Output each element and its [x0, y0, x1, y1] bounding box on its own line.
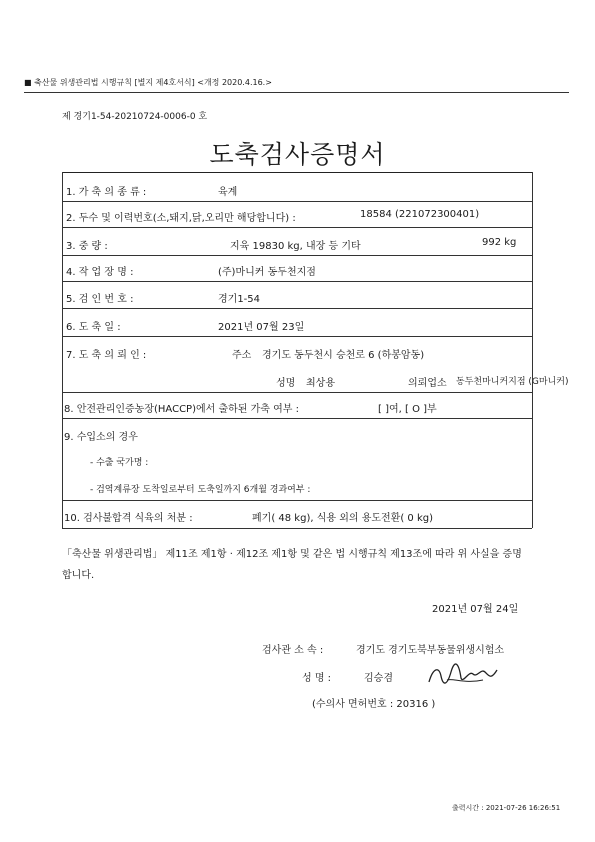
item-8-value: [ ]여, [ O ]부: [378, 404, 437, 415]
item-3-label: 3. 중 량 :: [66, 241, 108, 252]
inspector-affiliation-label: 검사관 소 속 :: [262, 645, 324, 656]
form-header-note: ■ 축산물 위생관리법 시행규칙 [별지 제4호서식] <개정 2020.4.16.>: [24, 78, 272, 87]
item-7-entrust-label: 의뢰업소: [408, 378, 447, 389]
item-7-name: 최상용: [306, 378, 335, 389]
document-title: 도축검사증명서: [209, 140, 386, 169]
item-4-label: 4. 작 업 장 명 :: [66, 267, 134, 278]
item-3-value-2: 992 kg: [482, 237, 517, 248]
item-2-label: 2. 두수 및 이력번호(소,돼지,닭,오리만 해당합니다) :: [66, 213, 296, 224]
item-7-entrust: 동두천마니커지점 (G마니커): [456, 377, 569, 387]
inspector-name-label: 성 명 :: [302, 673, 332, 684]
row-divider: [62, 201, 532, 202]
row-divider: [62, 336, 532, 337]
row-divider: [62, 500, 532, 501]
item-10-value: 폐기( 48 kg), 식용 외의 용도전환( 0 kg): [252, 513, 433, 524]
item-3-value: 지육 19830 kg, 내장 등 기타: [230, 241, 361, 252]
row-divider: [62, 308, 532, 309]
item-1-label: 1. 가 축 의 종 류 :: [66, 187, 147, 198]
item-4-value: (주)마니커 동두천지점: [218, 267, 316, 278]
item-8-label: 8. 안전관리인증농장(HACCP)에서 출하된 가축 여부 :: [64, 404, 300, 415]
document-number: 제 경기1-54-20210724-0006-0 호: [62, 112, 208, 122]
item-1-value: 육계: [218, 187, 238, 198]
item-7-address-label: 주소: [232, 350, 252, 361]
item-9-sub-2: - 검역계류장 도착일로부터 도축일까지 6개월 경과여부 :: [90, 485, 311, 495]
item-7-address: 경기도 동두천시 승천로 6 (하봉암동): [262, 350, 425, 361]
item-9-label: 9. 수입소의 경우: [64, 432, 138, 443]
table-right-border: [532, 172, 533, 528]
table-left-border: [62, 172, 63, 528]
item-6-label: 6. 도 축 일 :: [66, 322, 121, 333]
issue-date: 2021년 07월 24일: [432, 604, 519, 615]
certification-text: 「축산물 위생관리법」 제11조 제1항 · 제12조 제1항 및 같은 법 시행규칙 제13조에 따라 위 사실을 증명: [62, 549, 522, 560]
item-2-value: 18584 (221072300401): [360, 209, 480, 220]
item-7-name-label: 성명: [276, 378, 296, 389]
veterinarian-license: (수의사 면허번호 : 20316 ): [312, 699, 436, 710]
item-5-label: 5. 검 인 번 호 :: [66, 294, 134, 305]
row-divider: [62, 281, 532, 282]
print-timestamp: 출력시간 : 2021-07-26 16:26:51: [452, 804, 561, 812]
item-5-value: 경기1-54: [218, 294, 261, 305]
inspector-affiliation: 경기도 경기도북부동물위생시험소: [356, 645, 505, 656]
row-divider: [62, 418, 532, 419]
item-6-value: 2021년 07월 23일: [218, 322, 305, 333]
row-divider: [62, 528, 532, 529]
title-divider: [62, 172, 532, 173]
row-divider: [62, 392, 532, 393]
item-9-sub-1: - 수출 국가명 :: [90, 458, 149, 468]
item-10-label: 10. 검사불합격 식육의 처분 :: [64, 513, 193, 524]
inspector-signature: [425, 660, 500, 690]
item-7-label: 7. 도 축 의 뢰 인 :: [66, 350, 147, 361]
header-divider: [24, 92, 569, 93]
row-divider: [62, 255, 532, 256]
inspector-name: 김승겸: [364, 673, 393, 684]
certification-text-cont: 합니다.: [62, 570, 95, 581]
row-divider: [62, 227, 532, 228]
